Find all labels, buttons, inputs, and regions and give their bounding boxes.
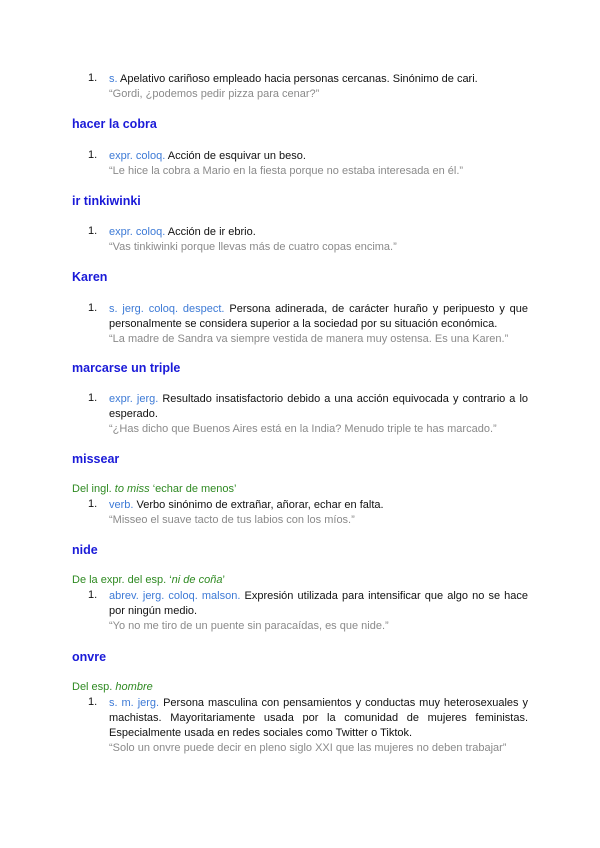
definition-number: 1. [88, 696, 98, 708]
etymology-source-word: to miss [114, 483, 150, 495]
etymology-prefix: Del ingl. [72, 483, 115, 495]
headword: marcarse un triple [72, 361, 181, 375]
grammar-abbreviation: abrev. [109, 590, 139, 602]
definition-item [88, 302, 528, 347]
example-sentence: “La madre de Sandra va siempre vestida de manera muy ostensa. Es una Karen.” [109, 333, 509, 345]
grammar-abbreviation: s. [109, 73, 118, 85]
example-sentence: “¿Has dicho que Buenos Aires está en la India? Menudo triple te has marcado.” [109, 423, 497, 435]
headword: hacer la cobra [72, 117, 157, 131]
etymology-prefix: De la expr. del esp. ‘ [72, 574, 172, 586]
definition-text: Apelativo cariñoso empleado hacia personas cercanas. Sinónimo de cari. [120, 73, 478, 85]
headword: onvre [72, 650, 107, 664]
etymology-suffix: ‘echar de menos’ [149, 483, 237, 495]
definition-text: Resultado insatisfactorio debido a una acción equivocada y contrario a lo esperado. [109, 393, 529, 420]
headword: ir tinkiwinki [72, 194, 141, 208]
grammar-abbreviation: verb. [109, 499, 134, 511]
definition-number: 1. [88, 72, 98, 84]
example-sentence: “Vas tinkiwinki porque llevas más de cuatro copas encima.” [109, 241, 397, 253]
definition-text: Verbo sinónimo de extrañar, añorar, echar en falta. [136, 499, 384, 511]
grammar-abbreviation: coloq. [135, 226, 166, 238]
etymology-prefix: Del esp. [72, 681, 116, 693]
headword: nide [72, 543, 98, 557]
definition-item [88, 498, 528, 528]
definition-number: 1. [88, 149, 98, 161]
definition-number: 1. [88, 225, 98, 237]
definition-number: 1. [88, 302, 98, 314]
headword: missear [72, 452, 120, 466]
definition-item [88, 149, 528, 179]
etymology-suffix: ’ [222, 574, 225, 586]
etymology-source-word: hombre [115, 681, 153, 693]
example-sentence: “Solo un onvre puede decir en pleno siglo XXI que las mujeres no deben trabajar” [109, 742, 507, 754]
headword: Karen [72, 270, 108, 284]
grammar-abbreviation: coloq. [168, 590, 198, 602]
etymology-source-word: ni de coña [171, 574, 223, 586]
example-sentence: “Misseo el suave tacto de tus labios con los míos.” [109, 514, 355, 526]
grammar-abbreviation: expr. [109, 150, 133, 162]
example-sentence: “Yo no me tiro de un puente sin paracaídas, es que nide.” [109, 620, 389, 632]
grammar-abbreviation: s. [109, 303, 118, 315]
grammar-abbreviation: jerg. [137, 697, 160, 709]
definition-number: 1. [88, 392, 98, 404]
grammar-abbreviation: expr. [109, 226, 133, 238]
grammar-abbreviation: coloq. [135, 150, 166, 162]
definition-item [88, 696, 528, 756]
definition-item [88, 589, 528, 634]
definition-number: 1. [88, 498, 98, 510]
definition-text: Persona masculina con pensamientos y conductas muy heterosexuales y machistas. Mayoritariamente usada por la comunidad de mujeres feministas. Especialmente usada en redes sociales como Twitter o Tiktok. [109, 697, 528, 739]
etymology [72, 681, 153, 693]
grammar-abbreviation: expr. [109, 393, 133, 405]
grammar-abbreviation: jerg. [142, 590, 165, 602]
example-sentence: “Gordi, ¿podemos pedir pizza para cenar?” [109, 88, 320, 100]
example-sentence: “Le hice la cobra a Mario en la fiesta porque no estaba interesada en él.” [109, 165, 464, 177]
grammar-abbreviation: coloq. [148, 303, 179, 315]
grammar-abbreviation: jerg. [136, 393, 159, 405]
definition-text: Acción de ir ebrio. [167, 226, 256, 238]
definition-text: Persona adinerada, de carácter huraño y peripuesto y que personalmente se considera superior a la sociedad por su situación económica. [109, 303, 529, 330]
etymology [72, 574, 225, 586]
grammar-abbreviation: s. m. [109, 697, 134, 709]
definition-item [88, 72, 528, 102]
definition-item [88, 225, 528, 255]
definition-text: Expresión utilizada para intensificar que algo no se hace por ningún medio. [109, 590, 529, 617]
definition-number: 1. [88, 589, 98, 601]
definition-text: Acción de esquivar un beso. [167, 150, 306, 162]
grammar-abbreviation: jerg. [122, 303, 144, 315]
grammar-abbreviation: despect. [182, 303, 225, 315]
definition-item [88, 392, 528, 437]
etymology [72, 483, 236, 495]
grammar-abbreviation: malson. [201, 590, 241, 602]
